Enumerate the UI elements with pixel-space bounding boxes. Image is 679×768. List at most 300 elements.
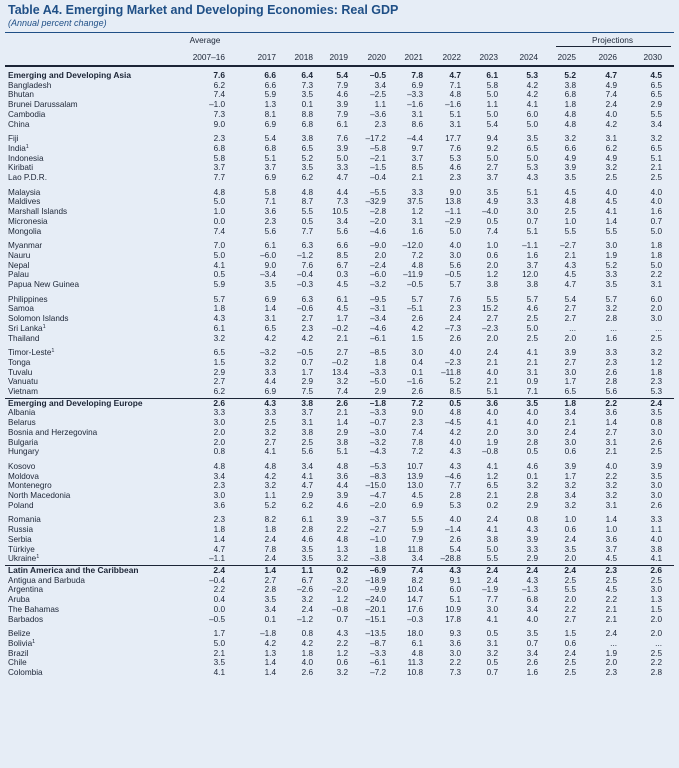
value-cell: 6.6 bbox=[564, 143, 576, 153]
country-name bbox=[8, 481, 52, 491]
value-cell: 7.4 bbox=[336, 387, 348, 397]
table-row bbox=[0, 501, 679, 511]
value-cell: 2.6 bbox=[449, 534, 461, 544]
value-cell: 3.6 bbox=[449, 638, 461, 648]
value-cell: 2.8 bbox=[526, 437, 538, 447]
value-cell: 2.2 bbox=[564, 604, 576, 614]
value-cell: 3.1 bbox=[301, 418, 313, 428]
value-cell: 4.3 bbox=[449, 447, 461, 457]
value-cell: 4.0 bbox=[449, 241, 461, 251]
value-cell: –2.0 bbox=[370, 216, 386, 226]
value-cell: 1.9 bbox=[605, 250, 617, 260]
value-cell: 2.7 bbox=[264, 437, 276, 447]
value-cell: –0.5 bbox=[369, 70, 386, 80]
value-cell: 5.0 bbox=[486, 153, 498, 163]
value-cell: 2.1 bbox=[526, 357, 538, 367]
country-name bbox=[8, 554, 39, 564]
value-cell: 5.5 bbox=[564, 585, 576, 595]
value-cell: 4.8 bbox=[449, 408, 461, 418]
value-cell: –2.0 bbox=[370, 500, 386, 510]
value-cell: 1.0 bbox=[564, 216, 576, 226]
country-name bbox=[8, 428, 97, 438]
value-cell: 3.2 bbox=[650, 348, 662, 358]
value-cell: 2.2 bbox=[449, 658, 461, 668]
value-cell: 7.8 bbox=[264, 544, 276, 554]
value-cell: 1.7 bbox=[564, 471, 576, 481]
value-cell: 2.4 bbox=[564, 427, 576, 437]
country-name bbox=[8, 658, 27, 668]
value-cell: 3.3 bbox=[605, 348, 617, 358]
value-cell: 7.6 bbox=[449, 143, 461, 153]
value-cell: 4.0 bbox=[650, 187, 662, 197]
value-cell: 3.1 bbox=[486, 638, 498, 648]
value-cell: 2.6 bbox=[449, 333, 461, 343]
value-cell: 2.3 bbox=[374, 119, 386, 129]
value-cell: 2.6 bbox=[336, 397, 348, 408]
value-cell: 2.2 bbox=[213, 585, 225, 595]
country-label: Türkiye bbox=[8, 544, 35, 554]
value-cell: 6.5 bbox=[650, 80, 662, 90]
value-cell: 3.0 bbox=[650, 491, 662, 501]
value-cell: 7.6 bbox=[301, 260, 313, 270]
value-cell: ... bbox=[655, 638, 662, 648]
value-cell: 6.2 bbox=[301, 500, 313, 510]
value-cell: 4.3 bbox=[564, 260, 576, 270]
value-cell: 6.0 bbox=[449, 585, 461, 595]
value-cell: 3.2 bbox=[605, 491, 617, 501]
value-cell: 3.5 bbox=[264, 595, 276, 605]
value-cell: 5.1 bbox=[449, 109, 461, 119]
table-row bbox=[0, 188, 679, 198]
country-name bbox=[8, 71, 131, 81]
value-cell: –1.1 bbox=[445, 207, 461, 217]
value-cell: –2.4 bbox=[370, 260, 386, 270]
value-cell: 10.9 bbox=[445, 604, 461, 614]
country-name bbox=[8, 525, 33, 535]
value-cell: 2.0 bbox=[564, 595, 576, 605]
value-cell: 3.2 bbox=[213, 333, 225, 343]
value-cell: 5.4 bbox=[564, 294, 576, 304]
country-name bbox=[8, 154, 44, 164]
value-cell: 4.0 bbox=[605, 187, 617, 197]
value-cell: 1.6 bbox=[526, 668, 538, 678]
value-cell: 3.9 bbox=[526, 534, 538, 544]
value-cell: 2.0 bbox=[213, 437, 225, 447]
value-cell: 7.7 bbox=[486, 595, 498, 605]
country-label: Mongolia bbox=[8, 226, 42, 236]
value-cell: 1.4 bbox=[264, 304, 276, 314]
value-cell: –13.5 bbox=[365, 629, 386, 639]
value-cell: 4.6 bbox=[526, 461, 538, 471]
value-cell: 1.1 bbox=[301, 565, 313, 576]
value-cell: 6.1 bbox=[486, 70, 498, 80]
value-cell: 4.7 bbox=[449, 70, 461, 80]
value-cell: 2.7 bbox=[564, 614, 576, 624]
value-cell: 5.2 bbox=[449, 377, 461, 387]
value-cell: 0.8 bbox=[526, 515, 538, 525]
value-cell: –3.6 bbox=[370, 109, 386, 119]
value-cell: 4.8 bbox=[301, 187, 313, 197]
footnote-marker: 1 bbox=[51, 348, 55, 355]
value-cell: 5.0 bbox=[486, 109, 498, 119]
value-cell: –0.4 bbox=[297, 270, 313, 280]
value-cell: 7.7 bbox=[213, 173, 225, 183]
country-name bbox=[8, 639, 35, 649]
value-cell: 4.1 bbox=[526, 348, 538, 358]
value-cell: –1.1 bbox=[522, 241, 538, 251]
value-cell: –2.1 bbox=[370, 153, 386, 163]
value-cell: 6.3 bbox=[301, 294, 313, 304]
value-cell: 4.1 bbox=[486, 461, 498, 471]
value-cell: 2.1 bbox=[605, 614, 617, 624]
value-cell: 5.7 bbox=[411, 294, 423, 304]
value-cell: 0.1 bbox=[411, 367, 423, 377]
value-cell: 2.7 bbox=[486, 163, 498, 173]
country-name bbox=[8, 535, 32, 545]
value-cell: –3.2 bbox=[370, 437, 386, 447]
value-cell: 3.4 bbox=[264, 604, 276, 614]
country-name bbox=[8, 615, 43, 625]
value-cell: 8.2 bbox=[411, 575, 423, 585]
value-cell: 6.9 bbox=[264, 387, 276, 397]
value-cell: 5.5 bbox=[650, 109, 662, 119]
value-cell: 6.8 bbox=[264, 143, 276, 153]
value-cell: 5.1 bbox=[526, 187, 538, 197]
value-cell: 2.5 bbox=[564, 658, 576, 668]
value-cell: 8.5 bbox=[449, 387, 461, 397]
country-label: Thailand bbox=[8, 333, 40, 343]
country-name bbox=[8, 399, 142, 409]
value-cell: –1.8 bbox=[369, 397, 386, 408]
country-label: Aruba bbox=[8, 595, 30, 605]
value-cell: 2.4 bbox=[564, 534, 576, 544]
value-cell: 3.5 bbox=[564, 173, 576, 183]
country-name bbox=[8, 462, 35, 472]
value-cell: –8.5 bbox=[370, 348, 386, 358]
value-cell: 3.9 bbox=[564, 348, 576, 358]
value-cell: 5.7 bbox=[526, 294, 538, 304]
value-cell: –2.3 bbox=[482, 323, 498, 333]
table-row bbox=[0, 515, 679, 525]
value-cell: –4.0 bbox=[482, 207, 498, 217]
table-row bbox=[0, 217, 679, 227]
value-cell: 4.3 bbox=[526, 525, 538, 535]
value-cell: 2.8 bbox=[264, 585, 276, 595]
value-cell: 8.6 bbox=[411, 119, 423, 129]
value-cell: –15.0 bbox=[365, 481, 386, 491]
value-cell: 0.9 bbox=[526, 377, 538, 387]
value-cell: 5.5 bbox=[411, 515, 423, 525]
country-label: Nepal bbox=[8, 260, 30, 270]
value-cell: –0.5 bbox=[445, 270, 461, 280]
country-label: Philippines bbox=[8, 294, 48, 304]
country-name bbox=[8, 163, 33, 173]
country-name bbox=[8, 418, 36, 428]
value-cell: 3.4 bbox=[411, 554, 423, 564]
value-cell: 1.0 bbox=[486, 241, 498, 251]
table-row bbox=[0, 163, 679, 173]
value-cell: 7.7 bbox=[301, 226, 313, 236]
country-label: Samoa bbox=[8, 304, 34, 314]
value-cell: –1.2 bbox=[297, 250, 313, 260]
table-row bbox=[0, 295, 679, 305]
value-cell: 13.0 bbox=[407, 481, 423, 491]
value-cell: 3.6 bbox=[336, 471, 348, 481]
value-cell: 5.3 bbox=[526, 163, 538, 173]
value-cell: 2.2 bbox=[650, 270, 662, 280]
value-cell: 1.0 bbox=[605, 525, 617, 535]
value-cell: –17.2 bbox=[365, 134, 386, 144]
value-cell: 4.5 bbox=[336, 304, 348, 314]
value-cell: –2.7 bbox=[560, 241, 576, 251]
value-cell: 10.7 bbox=[407, 461, 423, 471]
table-row bbox=[0, 639, 679, 649]
value-cell: 6.9 bbox=[411, 80, 423, 90]
value-cell: –0.5 bbox=[209, 614, 225, 624]
value-cell: 3.4 bbox=[526, 604, 538, 614]
value-cell: 7.4 bbox=[213, 226, 225, 236]
value-cell: 1.3 bbox=[650, 595, 662, 605]
value-cell: 2.0 bbox=[564, 554, 576, 564]
value-cell: –1.8 bbox=[260, 629, 276, 639]
country-label: Vanuatu bbox=[8, 377, 38, 387]
value-cell: 3.7 bbox=[526, 260, 538, 270]
table-row bbox=[0, 241, 679, 251]
value-cell: 5.3 bbox=[449, 153, 461, 163]
value-cell: 2.5 bbox=[264, 418, 276, 428]
country-name bbox=[8, 334, 39, 344]
country-label: Bosnia and Herzegovina bbox=[8, 427, 98, 437]
value-cell: 2.0 bbox=[374, 250, 386, 260]
value-cell: –1.5 bbox=[370, 163, 386, 173]
value-cell: 7.3 bbox=[449, 668, 461, 678]
value-cell: –3.4 bbox=[260, 270, 276, 280]
country-name bbox=[8, 324, 46, 334]
value-cell: 5.1 bbox=[486, 387, 498, 397]
value-cell: 5.0 bbox=[213, 250, 225, 260]
value-cell: 9.7 bbox=[411, 143, 423, 153]
country-label: Antigua and Barbuda bbox=[8, 575, 85, 585]
value-cell: 1.8 bbox=[213, 304, 225, 314]
value-cell: 0.7 bbox=[526, 638, 538, 648]
value-cell: 4.7 bbox=[301, 481, 313, 491]
country-name bbox=[8, 387, 38, 397]
value-cell: 1.5 bbox=[650, 604, 662, 614]
value-cell: 1.4 bbox=[605, 418, 617, 428]
value-cell: 1.1 bbox=[264, 491, 276, 501]
country-label: Brazil bbox=[8, 648, 29, 658]
value-cell: 4.1 bbox=[301, 471, 313, 481]
value-cell: 2.8 bbox=[650, 668, 662, 678]
year-header: 2019 bbox=[329, 52, 348, 62]
country-label: Montenegro bbox=[8, 481, 52, 491]
value-cell: 1.2 bbox=[336, 595, 348, 605]
value-cell: 2.4 bbox=[486, 565, 498, 576]
value-cell: 2.6 bbox=[213, 397, 225, 408]
country-label: Bolivia bbox=[8, 638, 33, 648]
value-cell: 1.3 bbox=[336, 544, 348, 554]
value-cell: 0.6 bbox=[564, 447, 576, 457]
value-cell: 0.0 bbox=[213, 604, 225, 614]
country-label: Poland bbox=[8, 500, 34, 510]
value-cell: 3.5 bbox=[301, 544, 313, 554]
value-cell: 4.0 bbox=[605, 109, 617, 119]
value-cell: 1.7 bbox=[213, 629, 225, 639]
value-cell: 3.4 bbox=[336, 216, 348, 226]
value-cell: 2.5 bbox=[650, 173, 662, 183]
value-cell: 2.1 bbox=[650, 163, 662, 173]
value-cell: 2.5 bbox=[650, 333, 662, 343]
value-cell: 3.2 bbox=[301, 595, 313, 605]
value-cell: 3.3 bbox=[336, 163, 348, 173]
value-cell: 2.4 bbox=[264, 534, 276, 544]
value-cell: 2.3 bbox=[213, 481, 225, 491]
value-cell: 2.9 bbox=[526, 500, 538, 510]
value-cell: 4.1 bbox=[486, 614, 498, 624]
value-cell: 7.4 bbox=[605, 90, 617, 100]
value-cell: 5.5 bbox=[605, 226, 617, 236]
value-cell: 2.4 bbox=[605, 100, 617, 110]
value-cell: 5.0 bbox=[526, 153, 538, 163]
value-cell: 6.2 bbox=[213, 80, 225, 90]
country-label: Cambodia bbox=[8, 109, 46, 119]
country-name bbox=[8, 227, 41, 237]
value-cell: 4.2 bbox=[264, 333, 276, 343]
value-cell: –2.3 bbox=[445, 357, 461, 367]
year-header: 2026 bbox=[598, 52, 617, 62]
country-label: China bbox=[8, 119, 30, 129]
value-cell: 4.5 bbox=[564, 187, 576, 197]
value-cell: –6.1 bbox=[370, 333, 386, 343]
value-cell: 5.0 bbox=[213, 197, 225, 207]
value-cell: 4.2 bbox=[301, 333, 313, 343]
footnote-marker: 1 bbox=[36, 554, 40, 561]
table-subtitle: (Annual percent change) bbox=[8, 18, 107, 28]
value-cell: 2.0 bbox=[486, 333, 498, 343]
year-header-row bbox=[0, 52, 679, 63]
value-cell: –1.3 bbox=[522, 585, 538, 595]
value-cell: 3.2 bbox=[605, 481, 617, 491]
value-cell: 4.6 bbox=[336, 90, 348, 100]
value-cell: ... bbox=[610, 323, 617, 333]
value-cell: 3.0 bbox=[411, 348, 423, 358]
value-cell: –0.3 bbox=[297, 280, 313, 290]
value-cell: 3.5 bbox=[650, 471, 662, 481]
value-cell: 3.9 bbox=[650, 461, 662, 471]
value-cell: 3.6 bbox=[486, 397, 498, 408]
value-cell: –3.8 bbox=[370, 554, 386, 564]
value-cell: 5.6 bbox=[605, 387, 617, 397]
value-cell: 2.8 bbox=[605, 377, 617, 387]
value-cell: 3.2 bbox=[564, 134, 576, 144]
value-cell: –2.7 bbox=[370, 525, 386, 535]
value-cell: 3.3 bbox=[605, 270, 617, 280]
value-cell: 3.2 bbox=[564, 500, 576, 510]
value-cell: –3.3 bbox=[407, 90, 423, 100]
value-cell: 2.7 bbox=[564, 304, 576, 314]
value-cell: 4.3 bbox=[336, 629, 348, 639]
value-cell: 2.2 bbox=[336, 525, 348, 535]
country-label: Lao P.D.R. bbox=[8, 173, 47, 183]
value-cell: –15.1 bbox=[365, 614, 386, 624]
value-cell: 5.5 bbox=[564, 226, 576, 236]
table-row bbox=[0, 90, 679, 100]
value-cell: 2.5 bbox=[301, 437, 313, 447]
value-cell: 3.1 bbox=[605, 437, 617, 447]
value-cell: 37.5 bbox=[407, 197, 423, 207]
country-label: Indonesia bbox=[8, 153, 44, 163]
value-cell: 0.1 bbox=[526, 471, 538, 481]
value-cell: –8.7 bbox=[370, 638, 386, 648]
value-cell: 7.4 bbox=[411, 565, 423, 576]
value-cell: –3.3 bbox=[370, 367, 386, 377]
value-cell: –9.9 bbox=[370, 585, 386, 595]
value-cell: 5.1 bbox=[336, 447, 348, 457]
value-cell: –24.0 bbox=[365, 595, 386, 605]
value-cell: 5.7 bbox=[213, 294, 225, 304]
value-cell: 6.1 bbox=[301, 515, 313, 525]
value-cell: 1.3 bbox=[264, 100, 276, 110]
value-cell: 4.4 bbox=[336, 481, 348, 491]
value-cell: 1.6 bbox=[650, 207, 662, 217]
value-cell: 4.1 bbox=[486, 525, 498, 535]
value-cell: 1.6 bbox=[411, 226, 423, 236]
value-cell: 5.8 bbox=[264, 187, 276, 197]
value-cell: –3.7 bbox=[370, 515, 386, 525]
value-cell: 4.5 bbox=[411, 491, 423, 501]
year-header: 2024 bbox=[519, 52, 538, 62]
value-cell: 4.0 bbox=[449, 515, 461, 525]
value-cell: 6.6 bbox=[336, 241, 348, 251]
value-cell: 3.9 bbox=[336, 491, 348, 501]
value-cell: –1.6 bbox=[407, 100, 423, 110]
value-cell: ... bbox=[569, 323, 576, 333]
country-label: Kosovo bbox=[8, 461, 36, 471]
value-cell: 7.9 bbox=[336, 109, 348, 119]
table-row bbox=[0, 144, 679, 154]
country-name bbox=[8, 188, 40, 198]
value-cell: 2.0 bbox=[605, 658, 617, 668]
value-cell: 8.2 bbox=[264, 515, 276, 525]
value-cell: 5.2 bbox=[301, 153, 313, 163]
table-row bbox=[0, 227, 679, 237]
country-name bbox=[8, 358, 30, 368]
value-cell: –5.3 bbox=[370, 461, 386, 471]
value-cell: 2.6 bbox=[411, 314, 423, 324]
value-cell: 2.9 bbox=[301, 491, 313, 501]
value-cell: 7.3 bbox=[336, 197, 348, 207]
value-cell: 3.7 bbox=[213, 163, 225, 173]
value-cell: 2.1 bbox=[486, 357, 498, 367]
value-cell: 0.6 bbox=[336, 658, 348, 668]
country-label: Emerging and Developing Asia bbox=[8, 70, 132, 80]
value-cell: 13.8 bbox=[445, 197, 461, 207]
table-row bbox=[0, 615, 679, 625]
value-cell: 3.1 bbox=[449, 119, 461, 129]
value-cell: 4.0 bbox=[650, 534, 662, 544]
year-header: 2025 bbox=[557, 52, 576, 62]
value-cell: 5.7 bbox=[605, 294, 617, 304]
value-cell: 4.8 bbox=[564, 119, 576, 129]
value-cell: ... bbox=[610, 638, 617, 648]
value-cell: 3.0 bbox=[650, 481, 662, 491]
projections-header: Projections bbox=[591, 35, 634, 45]
value-cell: 3.7 bbox=[301, 408, 313, 418]
value-cell: 6.0 bbox=[650, 294, 662, 304]
value-cell: 0.7 bbox=[526, 216, 538, 226]
country-name bbox=[8, 134, 18, 144]
value-cell: 2.6 bbox=[301, 668, 313, 678]
